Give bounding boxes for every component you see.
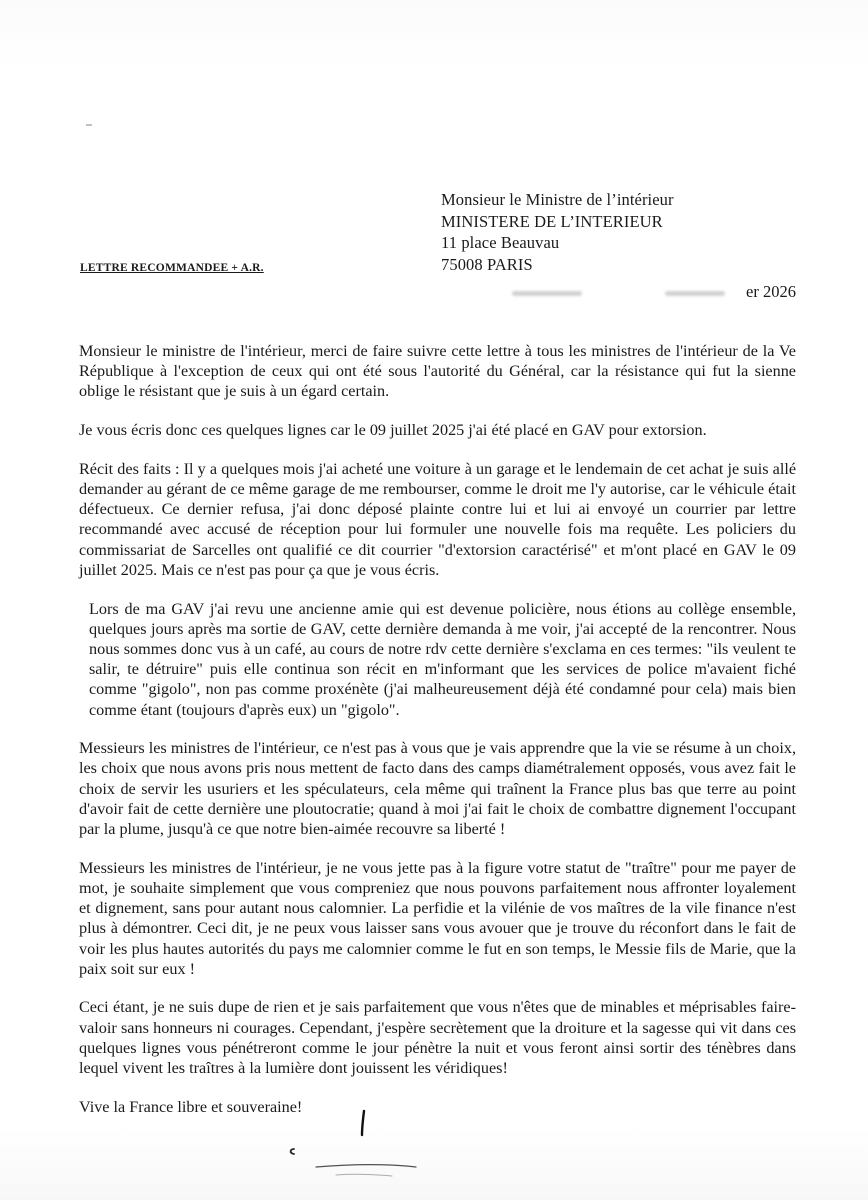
closing-line: Vive la France libre et souveraine! <box>79 1097 303 1116</box>
recipient-ministry: MINISTERE DE L’INTERIEUR <box>441 211 663 231</box>
registered-mail-notice: LETTRE RECOMMANDEE + A.R. <box>80 262 264 274</box>
paragraph-reason: Je vous écris donc ces quelques lignes car le 09 juillet 2025 j'ai été placé en GAV pour extorsion. <box>79 421 707 440</box>
redacted-place <box>512 291 582 296</box>
handwritten-signature <box>280 1105 420 1185</box>
letter-body <box>79 341 796 1136</box>
recipient-city: 75008 PARIS <box>441 254 533 274</box>
paragraph-traitor: Messieurs les ministres de l'intérieur, je ne vous jette pas à la figure votre statut de "traître" pour me payer de mot, je souhaite simplement que vous compreniez que nous pouvons parfaitement nous affronter loyalement et dignement, sans pour autant nous calomnier. La perfidie et la vilénie de vos maîtres de la vile finance n'est plus à démontrer. Ceci dit, je ne peux vous laisser sans vous avouer que je trouve du réconfort dans le fait de voir les plus hautes autorités du pays me calomnier comme le fut en son temps, le Messie fils de Marie, que la paix soit sur eux ! <box>79 858 796 978</box>
paragraph-hope: Ceci étant, je ne suis dupe de rien et je sais parfaitement que vous n'êtes que de minables et méprisables faire-valoir sans honneurs ni courages. Cependant, j'espère secrètement que la droiture et la sagesse qui vit dans ces quelques lignes vous pénétreront comme le jour pénètre la nuit et vous feront ainsi sortir des ténèbres dans lequel vivent les traîtres à la lumière dont jouissent les véridiques! <box>79 998 796 1078</box>
paragraph-gav-encounter: Lors de ma GAV j'ai revu une ancienne amie qui est devenue policière, nous étions au collège ensemble, quelques jours après ma sortie de GAV, cette dernière demanda à me voir, j'ai accepté de la rencontrer. Nous nous sommes donc vus à un café, au cours de notre rdv cette dernière s'exclama en ces termes: "ils veulent te salir, te détruire" puis elle continua son récit en m'informant que les services de police m'avaient fiché comme "gigolo", non pas comme proxénète (j'ai malheureusement déjà été condamné pour cela) mais bien comme étant (toujours d'après eux) un "gigolo". <box>89 599 796 719</box>
letter-date: er 2026 <box>746 282 796 301</box>
paragraph-choice: Messieurs les ministres de l'intérieur, ce n'est pas à vous que je vais apprendre que la vie se résume à un choix, les choix que nous avons pris nous mettent de facto dans des camps diamétralement opposés, vous avez fait le choix de servir les usuriers et les spéculateurs, cela même qui traînent la France plus bas que terre au point d'avoir fait de cette dernière une ploutocratie; quand à moi j'ai fait le choix de combattre dignement l'occupant par la plume, jusqu'à ce que notre bien-aimée recouvre sa liberté ! <box>79 739 796 839</box>
recipient-address-block <box>441 189 674 275</box>
recipient-title: Monsieur le Ministre de l’intérieur <box>441 190 674 209</box>
date-line <box>510 282 800 304</box>
scan-speck <box>86 124 92 126</box>
paragraph-facts: Récit des faits : Il y a quelques mois j'ai acheté une voiture à un garage et le lendemain de cet achat je suis allé demander au gérant de ce même garage de me rembourser, comme le droit me l'y autorise, car le véhicule était défectueux. Ce dernier refusa, j'ai donc déposé plainte contre lui et lui ai envoyé un courrier par lettre recommandé avec accusé de réception pour lui formuler une nouvelle fois ma requête. Les policiers du commissariat de Sarcelles ont qualifié ce dit courrier "d'extorsion caractérisé" et m'ont placé en GAV le 09 juillet 2025. Mais ce n'est pas pour ça que je vous écris. <box>79 459 796 579</box>
redacted-day <box>665 291 725 296</box>
recipient-street: 11 place Beauvau <box>441 233 560 252</box>
paragraph-intro: Monsieur le ministre de l'intérieur, merci de faire suivre cette lettre à tous les ministres de l'intérieur de la Ve République à l'exception de ceux qui ont été sous l'autorité du Général, car la résistance qui fut la sienne oblige le résistant que je suis à un égard certain. <box>79 342 796 401</box>
